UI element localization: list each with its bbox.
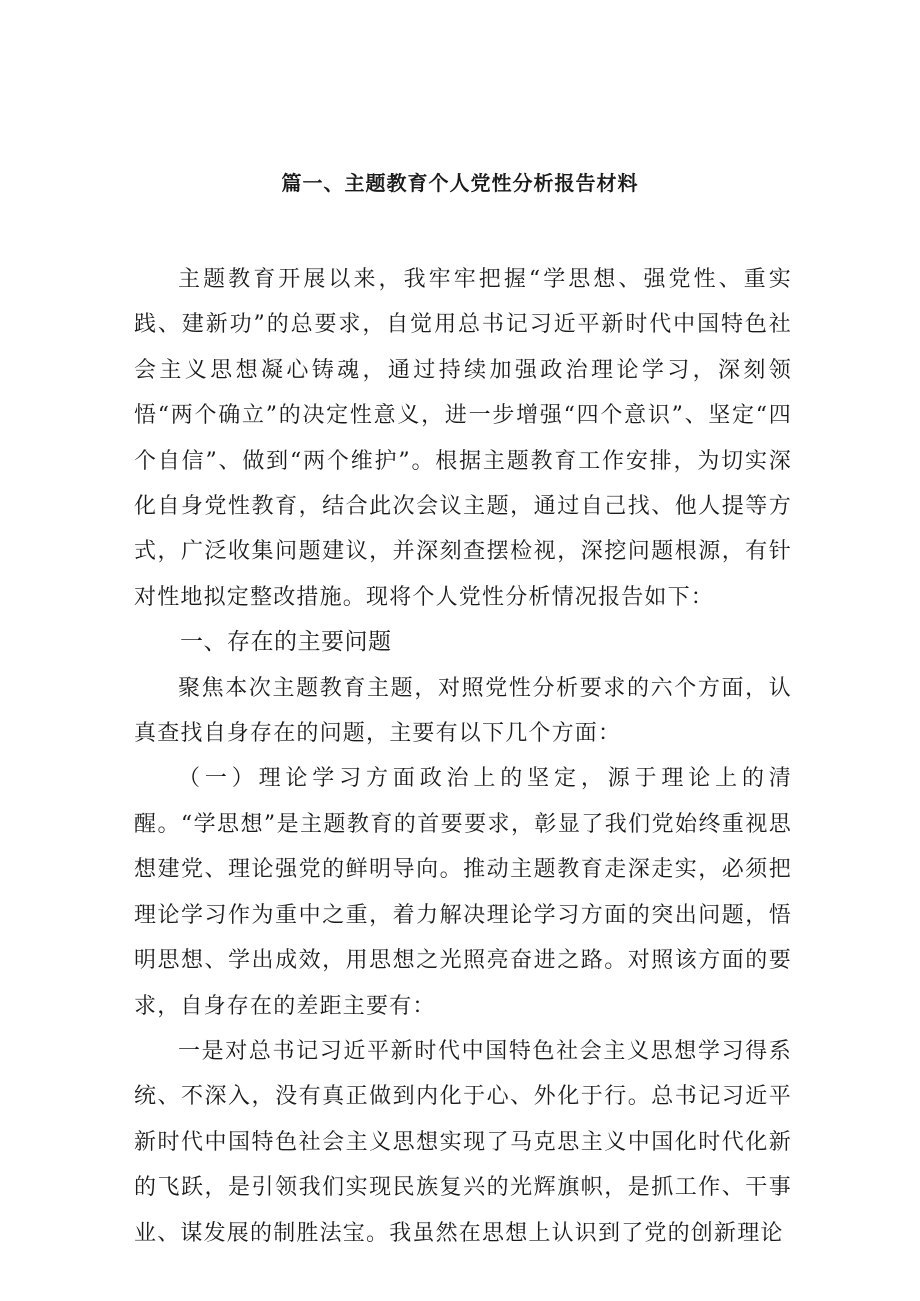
document-body <box>134 257 792 1256</box>
first-issue-paragraph: 一是对总书记习近平新时代中国特色社会主义思想学习得系统、不深入，没有真正做到内化于心、外化于行。总书记习近平新时代中国特色社会主义思想实现了马克思主义中国化时代化新的飞跃，是引领我们实现民族复兴的光辉旗帜，是抓工作、干事业、谋发展的制胜法宝。我虽然在思想上认识到了党的创新理论 <box>134 1038 792 1246</box>
theory-study-paragraph: （一）理论学习方面政治上的坚定，源于理论上的清醒。“学思想”是主题教育的首要要求，彰显了我们党始终重视思想建党、理论强党的鲜明导向。推动主题教育走深走实，必须把理论学习作为重中之重，着力解决理论学习方面的突出问题，悟明思想、学出成效，用思想之光照亮奋进之路。对照该方面的要求，自身存在的差距主要有： <box>134 766 792 1019</box>
section-heading: 一、存在的主要问题 <box>180 629 392 656</box>
intro-paragraph: 主题教育开展以来，我牢牢把握“学思想、强党性、重实践、建新功”的总要求，自觉用总书记习近平新时代中国特色社会主义思想凝心铸魂，通过持续加强政治理论学习，深刻领悟“两个确立”的决定性意义，进一步增强“四个意识”、坚定“四个自信”、做到“两个维护”。根据主题教育工作安排，为切实深化自身党性教育，结合此次会议主题，通过自己找、他人提等方式，广泛收集问题建议，并深刻查摆检视，深挖问题根源，有针对性地拟定整改措施。现将个人党性分析情况报告如下： <box>134 267 792 610</box>
document-title: 篇一、主题教育个人党性分析报告材料 <box>281 171 639 195</box>
section-intro-paragraph: 聚焦本次主题教育主题，对照党性分析要求的六个方面，认真查找自身存在的问题，主要有以下几个方面： <box>134 675 792 747</box>
